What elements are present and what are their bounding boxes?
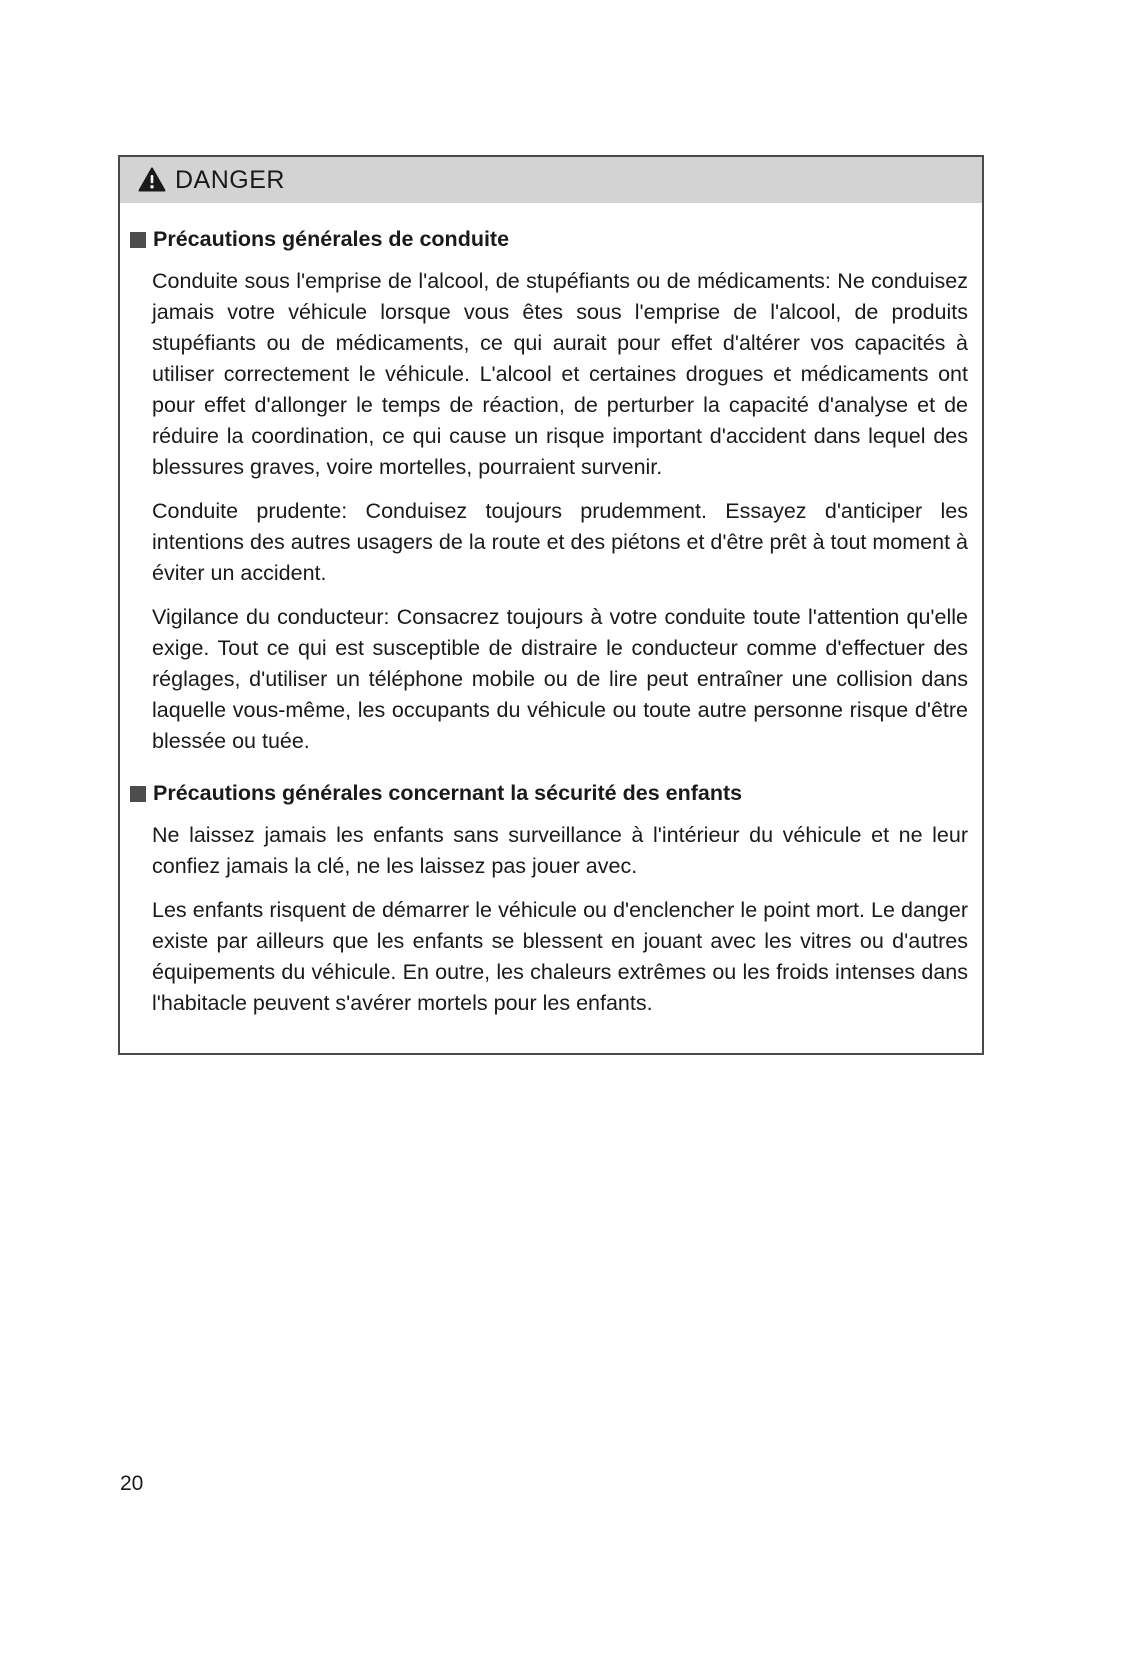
paragraph: Les enfants risquent de démarrer le véhicule ou d'enclencher le point mort. Le danger existe par ailleurs que les enfants se blessent en jouant avec les vitres ou d'autres équipements du véhicule. En outre, les chaleurs extrêmes ou les froids intenses dans l'habitacle peuvent s'avérer mortels pour les enfants.: [152, 898, 968, 1015]
section-heading-text: Précautions générales de conduite: [153, 227, 510, 251]
square-bullet-icon: [130, 786, 146, 802]
section-heading-text: Précautions générales concernant la sécurité des enfants: [153, 781, 743, 805]
danger-warning-box: [118, 155, 984, 1055]
section-heading: [130, 779, 968, 807]
warning-triangle-icon: [138, 167, 166, 193]
paragraph: Ne laissez jamais les enfants sans surveillance à l'intérieur du véhicule et ne leur confiez jamais la clé, ne les laissez pas jouer avec.: [152, 823, 968, 878]
danger-header: [120, 157, 982, 203]
section-child-safety-precautions: [120, 779, 982, 1019]
danger-title: DANGER: [175, 165, 285, 194]
paragraph: Vigilance du conducteur: Consacrez toujours à votre conduite toute l'attention qu'elle exige. Tout ce qui est susceptible de distraire le conducteur comme d'effectuer des réglages, d'utiliser un téléphone mobile ou de lire peut entraîner une collision dans laquelle vous-même, les occupants du véhicule ou toute autre personne risque d'être blessée ou tuée.: [152, 605, 968, 753]
square-bullet-icon: [130, 232, 146, 248]
page-number: 20: [120, 1472, 144, 1495]
section-heading: [130, 225, 968, 253]
section-driving-precautions: [120, 225, 982, 757]
paragraph: Conduite prudente: Conduisez toujours prudemment. Essayez d'anticiper les intentions des autres usagers de la route et des piétons et d'être prêt à tout moment à éviter un accident.: [152, 499, 968, 585]
paragraph: Conduite sous l'emprise de l'alcool, de stupéfiants ou de médicaments: Ne conduisez jamais votre véhicule lorsque vous êtes sous l'emprise de l'alcool, de produits stupéfiants ou de médicaments, ce qui aurait pour effet d'altérer vos capacités à utiliser correctement le véhicule. L'alcool et certaines drogues et médicaments ont pour effet d'allonger le temps de réaction, de perturber la capacité d'analyse et de réduire la coordination, ce qui cause un risque important d'accident dans lequel des blessures graves, voire mortelles, pourraient survenir.: [152, 269, 968, 479]
